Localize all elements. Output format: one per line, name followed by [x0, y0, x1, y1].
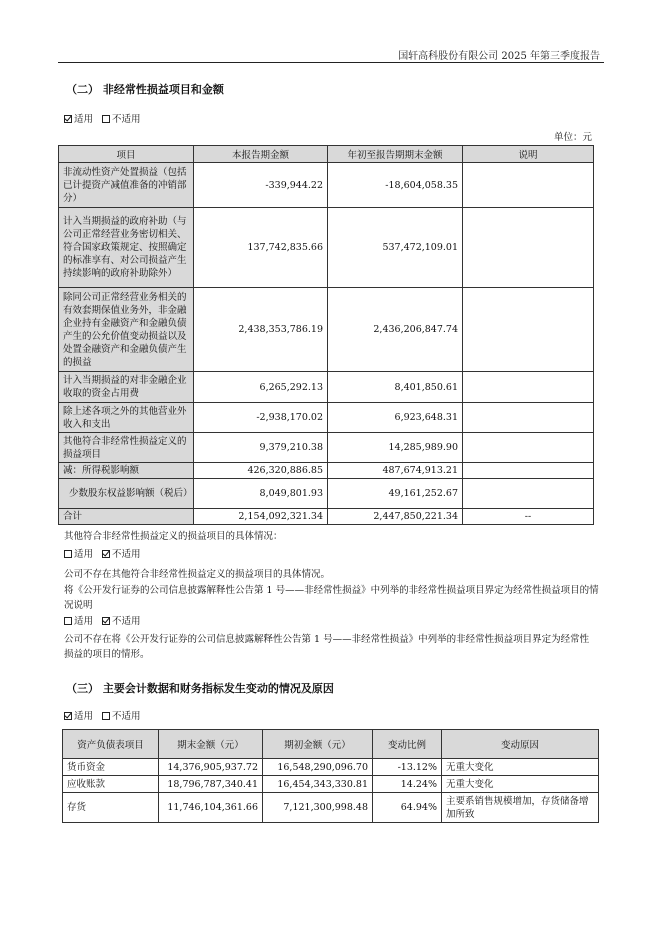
- row-current: 137,742,835.66: [194, 208, 328, 288]
- row-item: 减：所得税影响额: [59, 463, 194, 479]
- row-note: [463, 288, 594, 372]
- checkbox-empty-icon[interactable]: [64, 550, 72, 558]
- row-item: 应收账款: [63, 776, 159, 793]
- not-applicable-option[interactable]: 不适用: [102, 112, 141, 127]
- row-begin-amount: 16,548,290,096.70: [263, 759, 373, 776]
- row-note: [463, 163, 594, 208]
- row-reason: 主要系销售规模增加，存货储备增加所致: [442, 793, 599, 823]
- other-text: 公司不存在其他符合非经常性损益定义的损益项目的具体情况。: [64, 569, 331, 580]
- row-ytd: 49,161,252.67: [328, 479, 463, 509]
- row-note: [463, 433, 594, 463]
- row-current: -2,938,170.02: [194, 403, 328, 433]
- not-applicable-option[interactable]: 不适用: [102, 614, 141, 629]
- row-ytd: 6,923,648.31: [328, 403, 463, 433]
- row-item: 货币资金: [63, 759, 159, 776]
- section3-applicable: [64, 709, 147, 724]
- row-ytd: 487,674,913.21: [328, 463, 463, 479]
- row-current: 6,265,292.13: [194, 372, 328, 403]
- defined-label: 将《公开发行证券的公司信息披露解释性公告第 1 号——非经常性损益》中列举的非经常性损益项目界定为经常性损益项目的情况说明: [64, 585, 599, 611]
- row-item: 存货: [63, 793, 159, 823]
- column-header: 本报告期金额: [194, 146, 328, 163]
- column-header: 期初金额（元）: [263, 730, 373, 759]
- other-applicable: [64, 547, 147, 562]
- row-note: [463, 208, 594, 288]
- row-current: 2,154,092,321.34: [194, 509, 328, 525]
- row-current: -339,944.22: [194, 163, 328, 208]
- table-row: [59, 433, 594, 463]
- table-row: [63, 776, 599, 793]
- defined-applicable: [64, 614, 147, 629]
- section2-applicable: [64, 112, 147, 127]
- row-ytd: 2,447,850,221.34: [328, 509, 463, 525]
- row-begin-amount: 16,454,343,330.81: [263, 776, 373, 793]
- row-begin-amount: 7,121,300,998.48: [263, 793, 373, 823]
- row-change-ratio: 64.94%: [373, 793, 442, 823]
- checkbox-checked-icon[interactable]: [102, 550, 110, 558]
- row-note: [463, 479, 594, 509]
- row-item: 非流动性资产处置损益（包括已计提资产减值准备的冲销部分）: [59, 163, 194, 208]
- row-note: [463, 403, 594, 433]
- checkbox-checked-icon[interactable]: [102, 617, 110, 625]
- table-row: [63, 759, 599, 776]
- checkbox-empty-icon[interactable]: [102, 712, 110, 720]
- page-header-title: 国轩高科股份有限公司 2025 年第三季度报告: [398, 51, 600, 62]
- row-current: 9,379,210.38: [194, 433, 328, 463]
- row-end-amount: 11,746,104,361.66: [159, 793, 263, 823]
- row-end-amount: 18,796,787,340.41: [159, 776, 263, 793]
- applicable-option[interactable]: 适用: [64, 709, 93, 724]
- row-item: 合计: [59, 509, 194, 525]
- table-row: [59, 208, 594, 288]
- non-recurring-gains-table: [58, 145, 594, 525]
- applicable-option[interactable]: 适用: [64, 547, 93, 562]
- header-divider: [58, 62, 604, 63]
- row-current: 426,320,886.85: [194, 463, 328, 479]
- checkbox-checked-icon[interactable]: [64, 712, 72, 720]
- row-note: [463, 463, 594, 479]
- checkbox-checked-icon[interactable]: [64, 115, 72, 123]
- table-header-row: [59, 146, 594, 163]
- row-item: 计入当期损益的政府补助（与公司正常经营业务密切相关、符合国家政策规定、按照确定的标准享有、对公司损益产生持续影响的政府补助除外）: [59, 208, 194, 288]
- row-reason: 无重大变化: [442, 759, 599, 776]
- row-item: 其他符合非经常性损益定义的损益项目: [59, 433, 194, 463]
- column-header: 变动比例: [373, 730, 442, 759]
- column-header: 资产负债表项目: [63, 730, 159, 759]
- row-current: 8,049,801.93: [194, 479, 328, 509]
- table-total-row: [59, 509, 594, 525]
- row-ytd: 537,472,109.01: [328, 208, 463, 288]
- row-end-amount: 14,376,905,937.72: [159, 759, 263, 776]
- row-ytd: -18,604,058.35: [328, 163, 463, 208]
- not-applicable-option[interactable]: 不适用: [102, 547, 141, 562]
- row-item: 除同公司正常经营业务相关的有效套期保值业务外，非金融企业持有金融资产和金融负债产生的公允价值变动损益以及处置金融资产和金融负债产生的损益: [59, 288, 194, 372]
- section2-title: （二） 非经常性损益项目和金额: [66, 83, 224, 96]
- applicable-option[interactable]: 适用: [64, 112, 93, 127]
- other-desc-label: 其他符合非经常性损益定义的损益项目的具体情况：: [64, 531, 283, 542]
- not-applicable-option[interactable]: 不适用: [102, 709, 141, 724]
- row-ytd: 14,285,989.90: [328, 433, 463, 463]
- row-change-ratio: -13.12%: [373, 759, 442, 776]
- applicable-option[interactable]: 适用: [64, 614, 93, 629]
- row-note: --: [463, 509, 594, 525]
- row-item: 少数股东权益影响额（税后）: [59, 479, 194, 509]
- table-row: [59, 463, 594, 479]
- table-row: [63, 793, 599, 823]
- section3-title: （三） 主要会计数据和财务指标发生变动的情况及原因: [66, 682, 334, 695]
- row-item: 除上述各项之外的其他营业外收入和支出: [59, 403, 194, 433]
- column-header: 期末金额（元）: [159, 730, 263, 759]
- column-header: 变动原因: [442, 730, 599, 759]
- balance-sheet-change-table: [62, 729, 599, 823]
- checkbox-empty-icon[interactable]: [64, 617, 72, 625]
- row-item: 计入当期损益的对非金融企业收取的资金占用费: [59, 372, 194, 403]
- defined-text: 公司不存在将《公开发行证券的公司信息披露解释性公告第 1 号——非经常性损益》中列举的非经常性损益项目界定为经常性损益的项目的情形。: [64, 634, 590, 660]
- table-header-row: [63, 730, 599, 759]
- table-row: [59, 288, 594, 372]
- table-row: [59, 163, 594, 208]
- row-reason: 无重大变化: [442, 776, 599, 793]
- column-header: 项目: [59, 146, 194, 163]
- checkbox-empty-icon[interactable]: [102, 115, 110, 123]
- row-ytd: 8,401,850.61: [328, 372, 463, 403]
- table-row: [59, 372, 594, 403]
- column-header: 年初至报告期期末金额: [328, 146, 463, 163]
- table-row: [59, 479, 594, 509]
- row-ytd: 2,436,206,847.74: [328, 288, 463, 372]
- row-change-ratio: 14.24%: [373, 776, 442, 793]
- table-row: [59, 403, 594, 433]
- row-current: 2,438,353,786.19: [194, 288, 328, 372]
- column-header: 说明: [463, 146, 594, 163]
- unit-label: 单位：元: [553, 132, 592, 143]
- row-note: [463, 372, 594, 403]
